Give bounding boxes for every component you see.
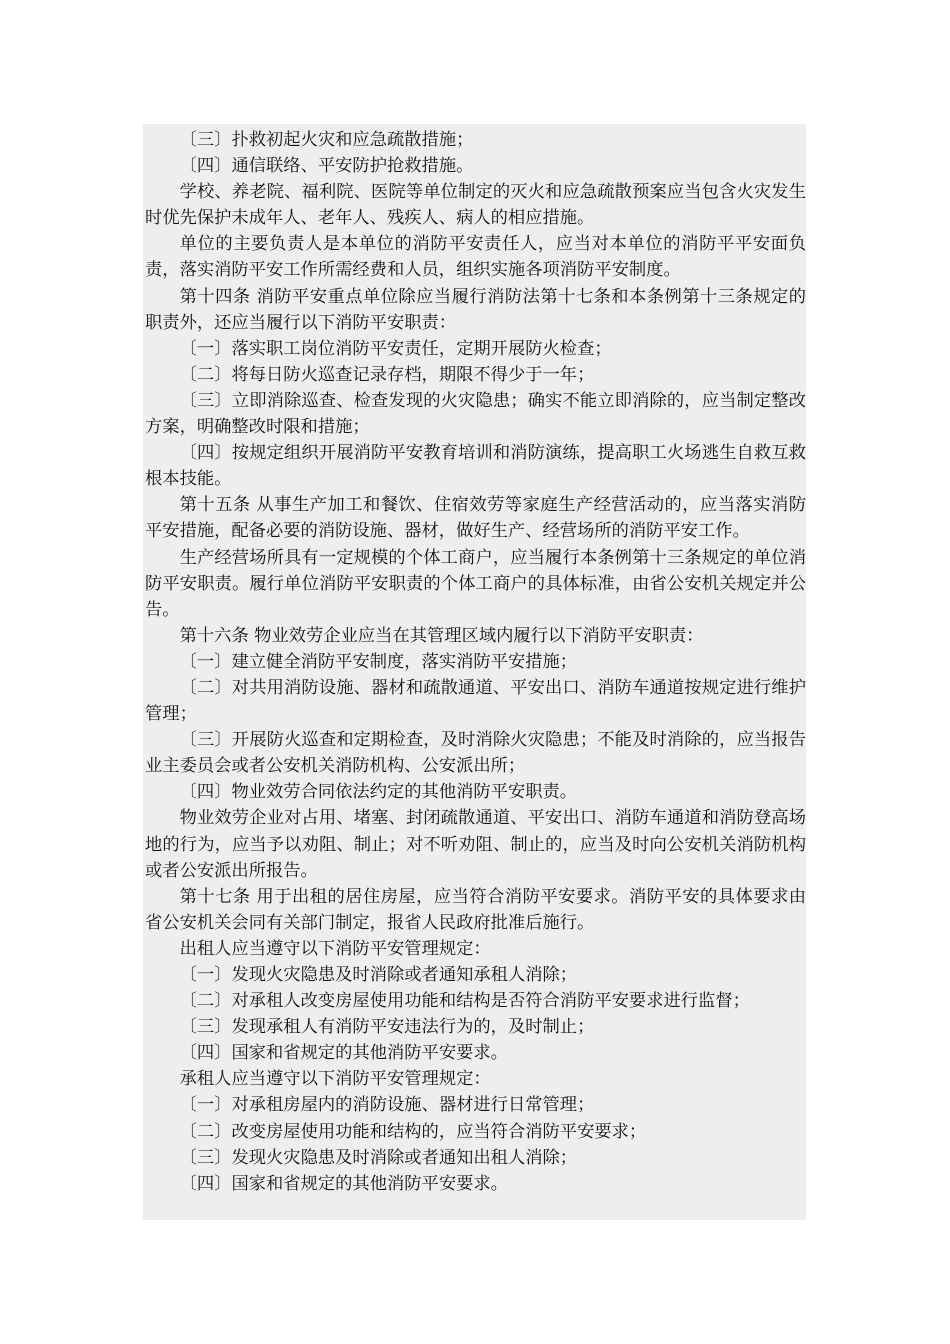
paragraph-22: 〔三〕发现承租人有消防平安违法行为的，及时制止； [179, 1017, 595, 1038]
paragraph-25: 〔一〕对承租房屋内的消防设施、器材进行日常管理； [179, 1095, 595, 1116]
article-14-heading: 第十四条 消防平安重点单位除应当履行消防法第十七条和本条例第十三条规定的职责外，还应当履行以下消防平安职责： [145, 286, 806, 333]
paragraph-20: 〔一〕发现火灾隐患及时消除或者通知承租人消除； [179, 965, 578, 985]
paragraph-9: 〔四〕按规定组织开展消防平安教育培训和消防演练，提高职工火场逃生自救互救根本技能。 [145, 443, 806, 490]
paragraph-14: 〔二〕对共用消防设施、器材和疏散通道、平安出口、消防车通道按规定进行维护管理； [145, 677, 806, 725]
paragraph-11: 生产经营场所具有一定规模的个体工商户，应当履行本条例第十三条规定的单位消防平安职责。履行单位消防平安职责的个体工商户的具体标准，由省公安机关规定并公告。 [145, 547, 806, 620]
document-body [145, 127, 806, 1197]
paragraph-16: 〔四〕物业效劳合同依法约定的其他消防平安职责。 [179, 782, 578, 803]
article-17-heading: 第十七条 用于出租的居住房屋，应当符合消防平安要求。消防平安的具体要求由省公安机关会同有关部门制定，报省人民政府批准后施行。 [145, 886, 806, 933]
paragraph-21: 〔二〕对承租人改变房屋使用功能和结构是否符合消防平安要求进行监督； [179, 991, 750, 1012]
document-page [143, 124, 806, 1220]
paragraph-13: 〔一〕建立健全消防平安制度，落实消防平安措施； [179, 651, 578, 672]
article-16-heading: 第十六条 物业效劳企业应当在其管理区域内履行以下消防平安职责： [179, 625, 704, 646]
paragraph-4: 单位的主要负责人是本单位的消防平安责任人，应当对本单位的消防平平安面负责，落实消防平安工作所需经费和人员，组织实施各项消防平安制度。 [145, 234, 806, 281]
paragraph-24: 承租人应当遵守以下消防平安管理规定： [179, 1069, 491, 1090]
paragraph-27: 〔三〕发现火灾隐患及时消除或者通知出租人消除； [179, 1147, 578, 1168]
paragraph-1: 〔三〕扑救初起火灾和应急疏散措施； [179, 130, 474, 150]
paragraph-8: 〔三〕立即消除巡查、检查发现的火灾隐患；确实不能立即消除的，应当制定整改方案，明确整改时限和措施； [145, 390, 806, 438]
paragraph-23: 〔四〕国家和省规定的其他消防平安要求。 [179, 1043, 508, 1064]
paragraph-15: 〔三〕开展防火巡查和定期检查，及时消除火灾隐患；不能及时消除的，应当报告业主委员会或者公安机关消防机构、公安派出所； [145, 730, 806, 777]
paragraph-17: 物业效劳企业对占用、堵塞、封闭疏散通道、平安出口、消防车通道和消防登高场地的行为，应当予以劝阻、制止；对不听劝阻、制止的，应当及时向公安机关消防机构或者公安派出所报告。 [145, 808, 806, 881]
paragraph-28: 〔四〕国家和省规定的其他消防平安要求。 [179, 1173, 508, 1194]
article-15-heading: 第十五条 从事生产加工和餐饮、住宿效劳等家庭生产经营活动的，应当落实消防平安措施，配备必要的消防设施、器材，做好生产、经营场所的消防平安工作。 [145, 495, 806, 542]
paragraph-6: 〔一〕落实职工岗位消防平安责任，定期开展防火检查； [179, 338, 612, 359]
paragraph-26: 〔二〕改变房屋使用功能和结构的，应当符合消防平安要求； [179, 1121, 647, 1142]
paragraph-3: 学校、养老院、福利院、医院等单位制定的灭火和应急疏散预案应当包含火灾发生时优先保护未成年人、老年人、残疾人、病人的相应措施。 [145, 182, 806, 229]
paragraph-7: 〔二〕将每日防火巡查记录存档，期限不得少于一年； [179, 364, 595, 385]
paragraph-2: 〔四〕通信联络、平安防护抢救措施。 [179, 156, 474, 177]
paragraph-19: 出租人应当遵守以下消防平安管理规定： [179, 938, 491, 959]
